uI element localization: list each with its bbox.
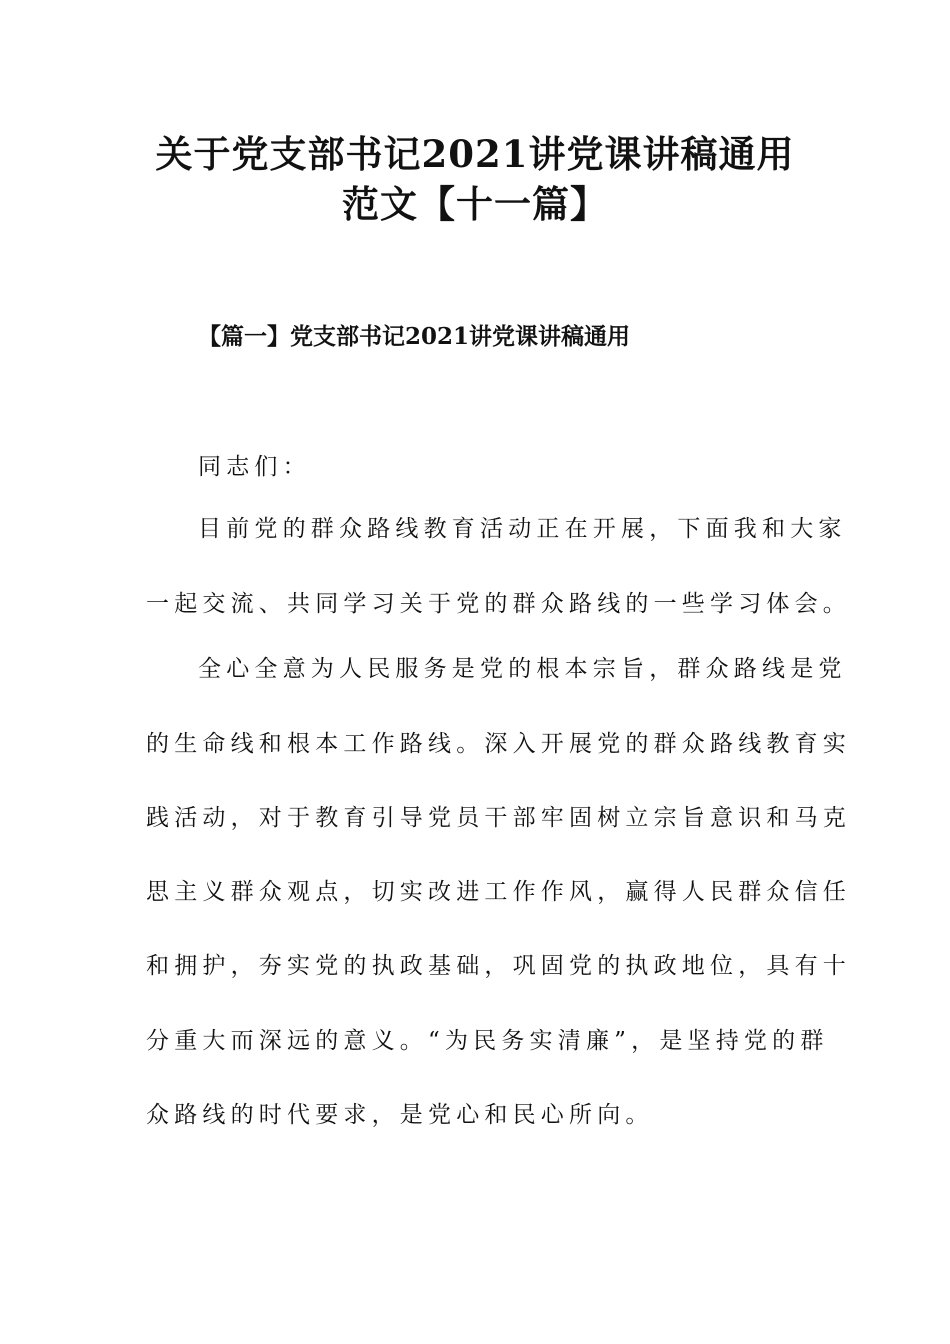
document-title-line-2: 范文【十一篇】 [342, 182, 608, 226]
body-line-10: 众路线的时代要求，是党心和民心所向。 [146, 1102, 654, 1128]
body-line-6: 践活动，对于教育引导党员干部牢固树立宗旨意识和马克 [146, 805, 851, 831]
body-line-9: 分重大而深远的意义。“为民务实清廉”，是坚持党的群 [146, 1028, 829, 1054]
body-line-8: 和拥护，夯实党的执政基础，巩固党的执政地位，具有十 [146, 953, 851, 979]
body-line-7: 思主义群众观点，切实改进工作作风，赢得人民群众信任 [146, 879, 851, 905]
body-line-5: 的生命线和根本工作路线。深入开展党的群众路线教育实 [146, 731, 851, 757]
section-heading: 【篇一】党支部书记2021讲党课讲稿通用 [198, 323, 631, 350]
document-title-line-1: 关于党支部书记2021讲党课讲稿通用 [155, 132, 795, 176]
body-line-1: 同志们： [198, 454, 311, 480]
body-line-4: 全心全意为人民服务是党的根本宗旨，群众路线是党 [198, 656, 847, 682]
body-line-3: 一起交流、共同学习关于党的群众路线的一些学习体会。 [146, 591, 851, 617]
body-line-2: 目前党的群众路线教育活动正在开展，下面我和大家 [198, 516, 847, 542]
